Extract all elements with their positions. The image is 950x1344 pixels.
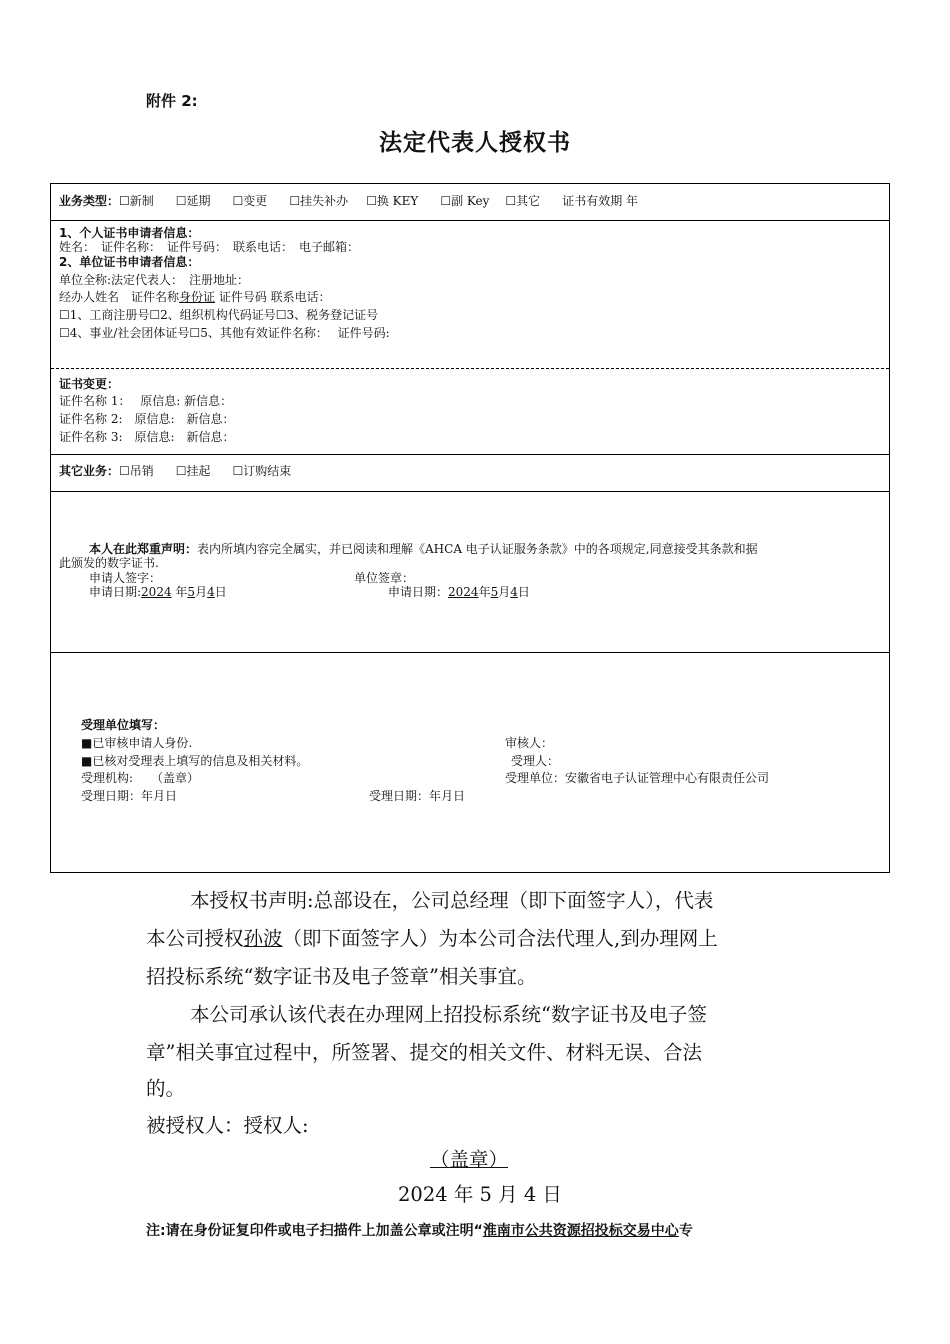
option-sub-key[interactable]: ☐副 Key — [440, 194, 490, 208]
auth-para1-line3: 招投标系统“数字证书及电子签章”相关事宜。 — [146, 965, 537, 988]
reviewer: 审核人： — [505, 736, 554, 750]
unit-line-2: 经办人姓名 证件名称身份证 证件号码 联系电话： — [59, 290, 331, 304]
option-end-subscription[interactable]: ☐订购结束 — [232, 464, 292, 478]
option-new[interactable]: ☐新制 — [119, 194, 154, 208]
unit-line-3: ☐1、工商注册号☐2、组织机构代码证号☐3、税务登记证号 — [59, 308, 379, 322]
acceptance-unit: 受理单位：安徽省电子认证管理中心有限责任公司 — [505, 771, 770, 785]
acceptance-row — [51, 653, 889, 872]
annex-label: 附件 2: — [146, 92, 198, 110]
personal-heading: 1、个人证书申请者信息： — [59, 226, 200, 240]
cert-change-line-3: 证件名称 3: 原信息: 新信息： — [59, 430, 235, 444]
auth-para1-line1: 本授权书声明:总部设在，公司总经理（即下面签字人），代表 — [190, 889, 714, 912]
business-type-row — [51, 184, 889, 221]
cert-change-line-1: 证件名称 1： 原信息: 新信息： — [59, 394, 233, 408]
option-other[interactable]: ☐其它 — [505, 194, 541, 208]
applicant-info-row — [51, 221, 889, 369]
application-date-right: 申请日期：2024年5月4日 — [388, 585, 530, 599]
auth-para2-line1: 本公司承认该代表在办理网上招投标系统“数字证书及电子签 — [190, 1003, 707, 1026]
option-change[interactable]: ☐变更 — [232, 194, 268, 208]
seal-label: （盖章） — [430, 1148, 509, 1171]
validity-period: 证书有效期 年 — [562, 194, 639, 208]
other-business-label: 其它业务： — [59, 464, 120, 478]
authorized-person-name: 孙波 — [243, 927, 283, 950]
acceptance-date-left: 受理日期：年月日 — [81, 789, 178, 803]
application-date-left: 申请日期:2024 年5月4日 — [89, 585, 227, 599]
other-business-row — [51, 455, 889, 492]
application-form — [50, 183, 890, 873]
auth-para2-line2: 章”相关事宜过程中，所签署、提交的相关文件、材料无误、合法 — [146, 1041, 702, 1064]
option-suspend[interactable]: ☐挂起 — [175, 464, 211, 478]
option-revoke[interactable]: ☐吊销 — [119, 464, 154, 478]
option-extend[interactable]: ☐延期 — [175, 194, 211, 208]
signers-line: 被授权人：授权人: — [146, 1114, 309, 1137]
authorization-date: 2024 年 5 月 4 日 — [398, 1183, 562, 1206]
id-card-text: 身份证 — [179, 290, 216, 304]
trading-center-name: 淮南市公共资源招投标交易中心 — [482, 1223, 679, 1239]
unit-heading: 2、单位证书申请者信息： — [59, 255, 200, 269]
applicant-signature: 申请人签字： — [89, 571, 162, 585]
acceptance-heading: 受理单位填写： — [81, 718, 166, 732]
option-replace-key[interactable]: ☐换 KEY — [366, 194, 419, 208]
acceptance-date-right: 受理日期：年月日 — [369, 789, 466, 803]
acceptance-agency: 受理机构: （盖章） — [81, 771, 200, 785]
declaration-text-1: 本人在此郑重声明：表内所填内容完全属实，并已阅读和理解《AHCA 电子认证服务条款》中的各项规定,同意接受其条款和据 — [89, 542, 758, 556]
option-loss[interactable]: ☐挂失补办 — [289, 194, 349, 208]
cert-change-line-2: 证件名称 2: 原信息: 新信息： — [59, 412, 235, 426]
unit-line-4: ☐4、事业/社会团体证号☐5、其他有效证件名称： 证件号码: — [59, 326, 390, 340]
document-title: 法定代表人授权书 — [379, 130, 571, 156]
handler: 受理人： — [511, 754, 560, 768]
cert-change-row — [51, 369, 889, 455]
auth-para2-line3: 的。 — [146, 1077, 186, 1100]
auth-para1-line2: 本公司授权孙波（即下面签字人）为本公司合法代理人,到办理网上 — [146, 927, 718, 950]
acceptance-check-1: ■已审核申请人身份. — [81, 736, 193, 750]
acceptance-check-2: ■已核对受理表上填写的信息及相关材料。 — [81, 754, 309, 768]
business-type-label: 业务类型： — [59, 194, 120, 208]
cert-change-heading: 证书变更： — [59, 377, 120, 391]
declaration-text-2: 此颁发的数字证书. — [59, 556, 159, 570]
unit-line-1: 单位全称:法定代表人： 注册地址： — [59, 273, 250, 287]
footnote: 注:请在身份证复印件或电子扫描件上加盖公章或注明“淮南市公共资源招投标交易中心专 — [146, 1223, 693, 1239]
unit-signature: 单位签章： — [354, 571, 415, 585]
personal-fields: 姓名： 证件名称： 证件号码： 联系电话： 电子邮箱： — [59, 240, 360, 254]
declaration-row — [51, 492, 889, 653]
